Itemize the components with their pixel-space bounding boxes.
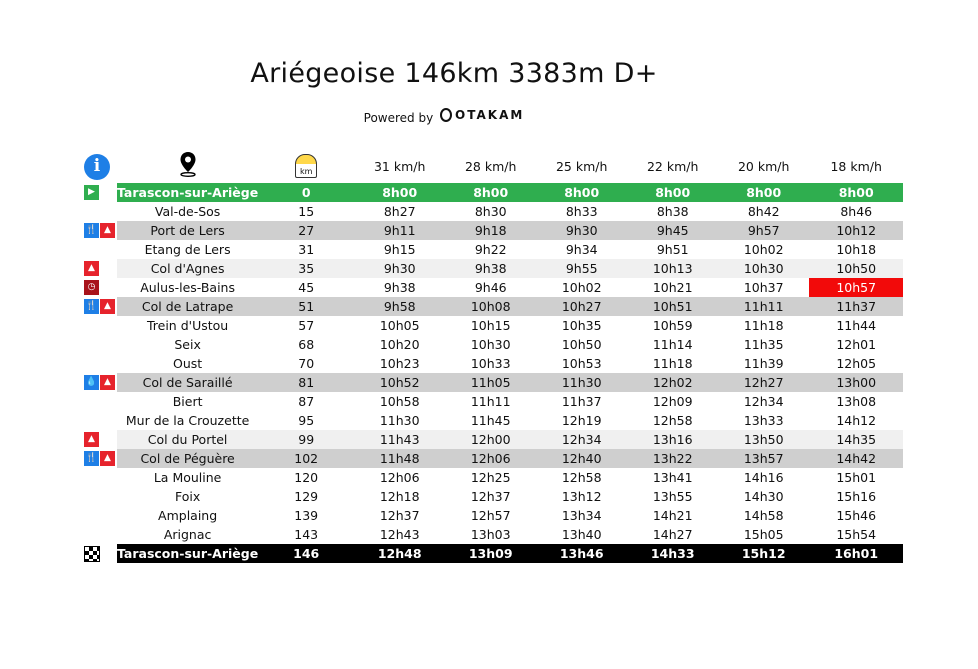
- location-header: [117, 150, 258, 183]
- time-cell: 8h38: [656, 204, 689, 219]
- table-row: [84, 449, 903, 468]
- time-cell: 13h12: [561, 489, 602, 504]
- time-cell: 9h30: [354, 259, 445, 278]
- time-cell: 9h57: [718, 221, 809, 240]
- table-row: [84, 468, 903, 487]
- food-icon: 🍴: [84, 299, 99, 314]
- time-cell: 15h46: [836, 508, 877, 523]
- table-row: [84, 259, 903, 278]
- time-cell: 16h01: [809, 544, 903, 563]
- time-cell: 10h58: [379, 394, 420, 409]
- row-icons: [84, 525, 117, 544]
- table-row: [84, 487, 903, 506]
- time-cell: 12h06: [445, 449, 536, 468]
- location-name: La Mouline: [153, 470, 222, 485]
- time-cell: 13h46: [536, 544, 627, 563]
- food-icon: 🍴: [84, 451, 99, 466]
- table-row: [84, 411, 903, 430]
- time-cell: 11h14: [652, 337, 693, 352]
- time-cell: 10h02: [561, 280, 602, 295]
- timing-table: [84, 150, 903, 563]
- time-cell: 8h27: [383, 204, 416, 219]
- row-icons: [84, 430, 117, 449]
- table-row: [84, 297, 903, 316]
- time-cell: 10h52: [354, 373, 445, 392]
- header-row: [84, 150, 903, 183]
- km-value: 45: [298, 280, 315, 295]
- location-name: Mur de la Crouzette: [125, 413, 250, 428]
- time-cell: 9h38: [445, 259, 536, 278]
- row-icons: [84, 278, 117, 297]
- location-name: Arignac: [163, 527, 212, 542]
- time-cell: 8h30: [474, 204, 507, 219]
- km-header: [258, 150, 354, 183]
- time-cell: 10h50: [561, 337, 602, 352]
- time-cell: 11h48: [354, 449, 445, 468]
- time-cell: 15h01: [836, 470, 877, 485]
- km-value: 70: [298, 356, 315, 371]
- powered-by-label: Powered by: [363, 111, 434, 125]
- time-cell: 13h08: [836, 394, 877, 409]
- km-value: 35: [258, 259, 354, 278]
- km-value: 146: [258, 544, 354, 563]
- speed-header: 18 km/h: [830, 159, 882, 174]
- time-cell: 9h15: [383, 242, 416, 257]
- time-cell: 9h46: [474, 280, 507, 295]
- mountain-icon: ▲: [100, 299, 115, 314]
- time-cell: 11h45: [470, 413, 511, 428]
- time-cell: 13h22: [627, 449, 718, 468]
- location-name: Col d'Agnes: [117, 259, 258, 278]
- table-row: [84, 240, 903, 259]
- row-icons: [84, 506, 117, 525]
- time-cell: 13h41: [652, 470, 693, 485]
- time-cell: 9h55: [536, 259, 627, 278]
- time-cell: 14h35: [809, 430, 903, 449]
- time-cell: 13h03: [470, 527, 511, 542]
- water-drop-icon: 💧: [84, 375, 99, 390]
- km-value: 51: [258, 297, 354, 316]
- time-cell: 10h21: [652, 280, 693, 295]
- time-cell: 14h27: [652, 527, 693, 542]
- table-row: [84, 316, 903, 335]
- time-cell: 10h13: [627, 259, 718, 278]
- time-cell: 12h57: [470, 508, 511, 523]
- time-cell: 8h46: [840, 204, 873, 219]
- info-header: [84, 150, 117, 183]
- time-cell: 10h23: [379, 356, 420, 371]
- time-cell: 11h43: [354, 430, 445, 449]
- time-cell: 15h12: [718, 544, 809, 563]
- table-row: [84, 392, 903, 411]
- time-cell: 12h48: [354, 544, 445, 563]
- row-icons: [84, 544, 117, 563]
- location-name: Trein d'Ustou: [146, 318, 229, 333]
- time-cell: 12h58: [652, 413, 693, 428]
- time-cell: 8h42: [747, 204, 780, 219]
- brand-name: OTAKAM: [455, 108, 525, 122]
- row-icons: [84, 449, 117, 468]
- time-cell: 12h43: [379, 527, 420, 542]
- time-cell: 12h25: [470, 470, 511, 485]
- brand-logo: [440, 108, 524, 122]
- speed-header: 25 km/h: [555, 159, 608, 174]
- speed-header: 22 km/h: [646, 159, 699, 174]
- time-cell: 13h40: [561, 527, 602, 542]
- time-cell: 11h37: [561, 394, 602, 409]
- time-cell: 11h37: [809, 297, 903, 316]
- time-cell: 8h00: [718, 183, 809, 202]
- table-row: [84, 430, 903, 449]
- row-icons: [84, 297, 117, 316]
- time-cell: 12h37: [470, 489, 511, 504]
- time-cell: 11h11: [718, 297, 809, 316]
- km-value: 57: [298, 318, 315, 333]
- location-name: Seix: [174, 337, 201, 352]
- time-cell: 9h22: [474, 242, 507, 257]
- mountain-icon: ▲: [84, 432, 99, 447]
- time-cell: 8h00: [445, 183, 536, 202]
- time-cell: 14h30: [743, 489, 784, 504]
- row-icons: [84, 335, 117, 354]
- time-cell: 11h18: [743, 318, 784, 333]
- row-icons: [84, 221, 117, 240]
- time-cell: 9h51: [656, 242, 689, 257]
- time-cell: 12h19: [561, 413, 602, 428]
- time-cell: 9h38: [383, 280, 416, 295]
- table-row: [84, 544, 903, 563]
- table-row: [84, 525, 903, 544]
- time-cell: 8h00: [627, 183, 718, 202]
- km-value: 81: [258, 373, 354, 392]
- location-name: Col du Portel: [117, 430, 258, 449]
- time-cell: 9h18: [445, 221, 536, 240]
- time-cell: 12h34: [536, 430, 627, 449]
- location-name: Biert: [172, 394, 203, 409]
- time-cell: 14h42: [809, 449, 903, 468]
- time-cell: 11h11: [470, 394, 511, 409]
- time-cell: 10h33: [470, 356, 511, 371]
- row-icons: [84, 487, 117, 506]
- time-cell: 12h34: [743, 394, 784, 409]
- time-cell: 10h20: [379, 337, 420, 352]
- time-cell: 10h18: [836, 242, 877, 257]
- table-row: [84, 221, 903, 240]
- powered-by: [0, 108, 888, 125]
- info-icon: i: [84, 154, 110, 180]
- time-cell: 10h35: [561, 318, 602, 333]
- time-cell: 12h00: [445, 430, 536, 449]
- time-cell: 13h57: [718, 449, 809, 468]
- clock-icon: ◷: [84, 280, 99, 295]
- location-name: Col de Péguère: [117, 449, 258, 468]
- time-cell: 12h01: [836, 337, 877, 352]
- time-cell: 12h02: [627, 373, 718, 392]
- mountain-icon: ▲: [100, 451, 115, 466]
- mountain-icon: ▲: [100, 375, 115, 390]
- km-value: 87: [298, 394, 315, 409]
- km-value: 99: [258, 430, 354, 449]
- time-cell: 13h34: [561, 508, 602, 523]
- table-row: [84, 335, 903, 354]
- km-value: 68: [298, 337, 315, 352]
- time-cell: 14h58: [743, 508, 784, 523]
- row-icons: [84, 354, 117, 373]
- row-icons: [84, 183, 117, 202]
- time-cell: 12h18: [379, 489, 420, 504]
- time-cell: 13h50: [718, 430, 809, 449]
- time-cell: 13h00: [809, 373, 903, 392]
- time-cell: 9h30: [536, 221, 627, 240]
- time-cell: 12h06: [379, 470, 420, 485]
- time-cell: 11h44: [836, 318, 877, 333]
- time-cell: 10h08: [445, 297, 536, 316]
- time-cell: 11h39: [743, 356, 784, 371]
- time-cell: 9h11: [354, 221, 445, 240]
- time-cell: 15h16: [836, 489, 877, 504]
- location-name: Tarascon-sur-Ariège: [117, 185, 259, 200]
- time-cell: 10h51: [627, 297, 718, 316]
- location-name: Col de Saraillé: [117, 373, 258, 392]
- time-cell: 10h02: [743, 242, 784, 257]
- page-title: Ariégeoise 146km 3383m D+: [250, 58, 658, 89]
- km-value: 95: [298, 413, 315, 428]
- time-cell: 12h05: [836, 356, 877, 371]
- time-cell: 10h15: [470, 318, 511, 333]
- table-row: [84, 506, 903, 525]
- otakam-logo-icon: [440, 108, 452, 122]
- time-cell: 12h58: [561, 470, 602, 485]
- km-label: km: [299, 167, 313, 176]
- mountain-icon: ▲: [84, 261, 99, 276]
- time-cell: 15h05: [743, 527, 784, 542]
- time-cell: 15h54: [836, 527, 877, 542]
- time-cell: 14h33: [627, 544, 718, 563]
- time-cell: 10h30: [470, 337, 511, 352]
- row-icons: [84, 392, 117, 411]
- location-name: Tarascon-sur-Ariège: [117, 546, 259, 561]
- time-cell: 13h09: [445, 544, 536, 563]
- row-icons: [84, 411, 117, 430]
- row-icons: [84, 202, 117, 221]
- row-icons: [84, 259, 117, 278]
- table-row: [84, 202, 903, 221]
- row-icons: [84, 240, 117, 259]
- time-cell: 12h37: [379, 508, 420, 523]
- time-cell: 10h57: [809, 278, 903, 297]
- km-value: 120: [294, 470, 319, 485]
- km-value: 143: [294, 527, 319, 542]
- time-cell: 10h53: [561, 356, 602, 371]
- time-cell: 11h35: [743, 337, 784, 352]
- km-value: 129: [294, 489, 319, 504]
- time-cell: 10h50: [809, 259, 903, 278]
- location-name: Port de Lers: [117, 221, 258, 240]
- time-cell: 8h00: [354, 183, 445, 202]
- time-cell: 11h18: [652, 356, 693, 371]
- location-name: Foix: [174, 489, 201, 504]
- row-icons: [84, 468, 117, 487]
- location-name: Aulus-les-Bains: [140, 280, 235, 295]
- speed-header: 31 km/h: [373, 159, 426, 174]
- time-cell: 12h40: [536, 449, 627, 468]
- time-cell: 11h05: [445, 373, 536, 392]
- km-value: 31: [298, 242, 315, 257]
- checkered-flag-icon: [84, 546, 100, 562]
- km-value: 15: [298, 204, 315, 219]
- km-marker-icon: [295, 154, 317, 178]
- time-cell: 11h30: [379, 413, 420, 428]
- row-icons: [84, 316, 117, 335]
- km-value: 0: [258, 183, 354, 202]
- time-cell: 11h30: [536, 373, 627, 392]
- km-value: 139: [294, 508, 319, 523]
- time-cell: 12h27: [718, 373, 809, 392]
- food-icon: 🍴: [84, 223, 99, 238]
- location-pin-icon: [179, 151, 197, 177]
- time-cell: 8h33: [565, 204, 598, 219]
- location-name: Oust: [173, 356, 203, 371]
- time-cell: 10h30: [718, 259, 809, 278]
- time-cell: 13h16: [627, 430, 718, 449]
- km-value: 27: [258, 221, 354, 240]
- location-name: Amplaing: [158, 508, 218, 523]
- location-name: Val-de-Sos: [154, 204, 221, 219]
- time-cell: 10h05: [379, 318, 420, 333]
- play-icon: ▶: [84, 185, 99, 200]
- time-cell: 14h16: [743, 470, 784, 485]
- time-cell: 13h33: [743, 413, 784, 428]
- table-row: [84, 183, 903, 202]
- time-cell: 14h21: [652, 508, 693, 523]
- time-cell: 8h00: [809, 183, 903, 202]
- time-cell: 14h12: [836, 413, 877, 428]
- time-cell: 10h59: [652, 318, 693, 333]
- speed-header: 20 km/h: [737, 159, 790, 174]
- time-cell: 10h12: [809, 221, 903, 240]
- time-cell: 10h27: [536, 297, 627, 316]
- table-row: [84, 278, 903, 297]
- location-name: Col de Latrape: [117, 297, 258, 316]
- row-icons: [84, 373, 117, 392]
- time-cell: 12h09: [652, 394, 693, 409]
- time-cell: 9h58: [354, 297, 445, 316]
- location-name: Etang de Lers: [144, 242, 231, 257]
- km-value: 102: [258, 449, 354, 468]
- time-cell: 9h45: [627, 221, 718, 240]
- table-row: [84, 373, 903, 392]
- time-cell: 13h55: [652, 489, 693, 504]
- mountain-icon: ▲: [100, 223, 115, 238]
- time-cell: 8h00: [536, 183, 627, 202]
- time-cell: 10h37: [743, 280, 784, 295]
- speed-header: 28 km/h: [464, 159, 517, 174]
- table-row: [84, 354, 903, 373]
- time-cell: 9h34: [565, 242, 598, 257]
